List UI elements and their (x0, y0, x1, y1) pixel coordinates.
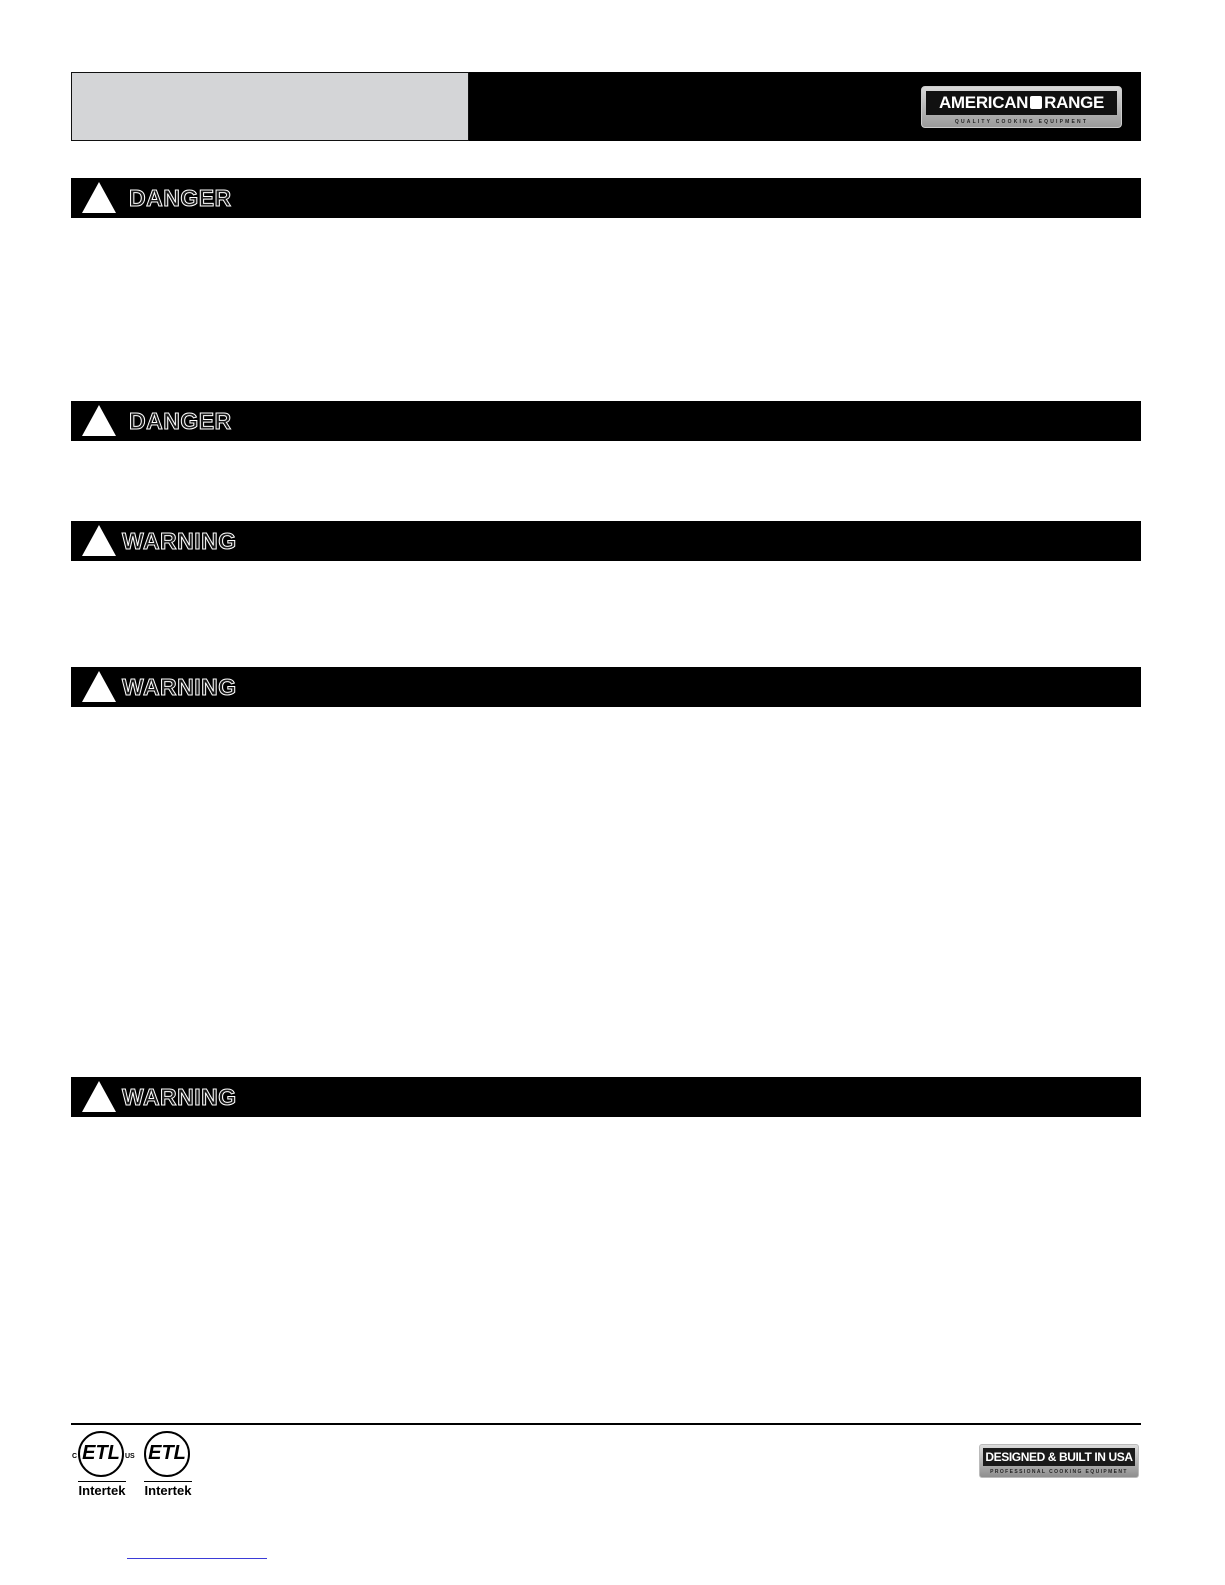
etl-logo-icon (144, 1431, 190, 1477)
warning-triangle-icon (81, 524, 117, 557)
signal-word: DANGER (129, 185, 232, 211)
signal-word: WARNING (122, 528, 237, 554)
etl-logo-icon (78, 1431, 124, 1477)
etl-us-label: US (125, 1453, 135, 1460)
badge-title: DESIGNED & BUILT IN USA (983, 1448, 1135, 1466)
etl-c-label: C (72, 1453, 78, 1460)
signal-word: DANGER (129, 408, 232, 434)
brand-tagline: QUALITY COOKING EQUIPMENT (954, 119, 1089, 125)
warning-triangle-icon (81, 670, 117, 703)
warning-triangle-icon (81, 181, 117, 214)
etl-underline (144, 1481, 192, 1482)
warning-banner (71, 1077, 1141, 1117)
etl-mark-text: ETL (148, 1442, 186, 1464)
warning-banner (71, 521, 1141, 561)
warning-triangle-icon (81, 404, 117, 437)
warning-triangle-icon (81, 1080, 117, 1113)
signal-word: WARNING (122, 1084, 237, 1110)
brand-name-left: AMERICAN (938, 93, 1029, 112)
signal-word: WARNING (122, 674, 237, 700)
american-range-logo (921, 86, 1122, 128)
badge-tagline: PROFESSIONAL COOKING EQUIPMENT (990, 1469, 1128, 1475)
etl-underline (78, 1481, 126, 1482)
brand-name-right: RANGE (1044, 93, 1105, 112)
warning-banner (71, 667, 1141, 707)
etl-sanitation-mark (138, 1429, 198, 1501)
danger-banner (71, 178, 1141, 218)
intertek-label: Intertek (78, 1483, 126, 1498)
etl-mark-text: ETL (82, 1442, 120, 1464)
danger-banner (71, 401, 1141, 441)
footer-link-underline[interactable] (127, 1558, 267, 1559)
ampersand-icon (1030, 96, 1042, 109)
footer-divider (71, 1423, 1141, 1425)
intertek-label: Intertek (144, 1483, 192, 1498)
etl-listed-mark (72, 1429, 135, 1501)
header-title-panel (71, 72, 469, 141)
designed-built-usa-badge (979, 1444, 1139, 1478)
